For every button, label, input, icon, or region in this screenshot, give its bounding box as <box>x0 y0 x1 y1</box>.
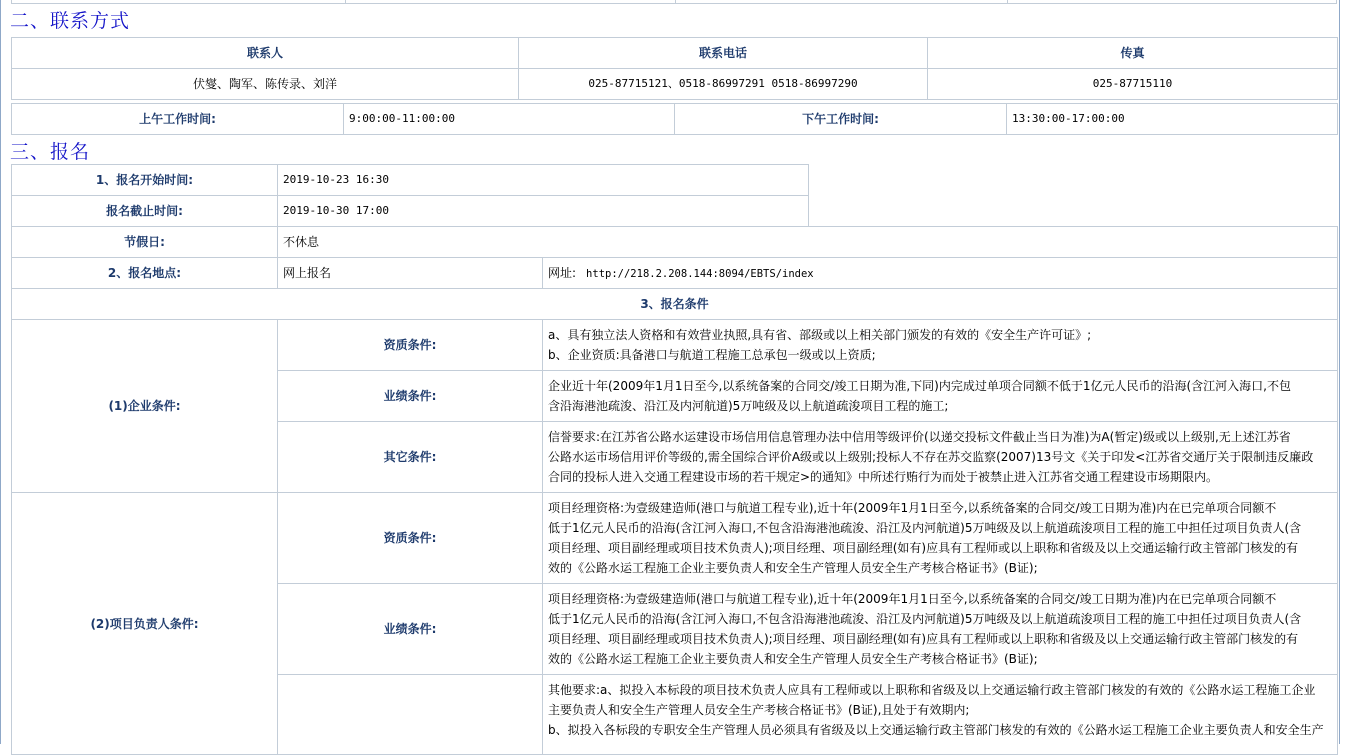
header-phone: 联系电话 <box>519 38 928 69</box>
end-time-value: 2019-10-30 17:00 <box>278 196 809 227</box>
place-label: 2、报名地点: <box>12 258 278 289</box>
place-value: 网上报名 <box>278 258 543 289</box>
signup-time-table <box>11 164 809 227</box>
url-label: 网址: <box>548 265 577 280</box>
text-line: 含沿海港池疏浚、沿江及内河航道)5万吨级及以上航道疏浚项目工程的施工; <box>548 399 949 413</box>
pm-label: 下午工作时间: <box>675 104 1007 135</box>
enterprise-other-label: 其它条件: <box>278 422 543 493</box>
contact-table <box>11 37 1338 100</box>
enterprise-other-text <box>543 422 1338 493</box>
manager-qual-text <box>543 493 1338 584</box>
am-label: 上午工作时间: <box>12 104 344 135</box>
text-line: b、拟投入各标段的专职安全生产管理人员必须具有省级及以上交通运输行政主管部门核发的有效的《公路水运工程施工企业主要负责人和安全生产 <box>548 723 1324 737</box>
section3-title: 三、报名 <box>10 141 91 163</box>
contact-phone: 025-87715121、0518-86997291 0518-86997290 <box>519 69 928 100</box>
contact-names: 伏燮、陶军、陈传录、刘洋 <box>12 69 519 100</box>
text-line: 项目经理、项目副经理或项目技术负责人);项目经理、项目副经理(如有)应具有工程师或以上职称和省级及以上交通运输行政主管部门核发的有 <box>548 541 1299 555</box>
signup-conditions-table <box>11 226 1338 755</box>
holiday-label: 节假日: <box>12 227 278 258</box>
text-line: 项目经理资格:为壹级建造师(港口与航道工程专业),近十年(2009年1月1日至今,以系统备案的合同交/竣工日期为准)内在已完单项合同额不 <box>548 592 1277 606</box>
header-contact: 联系人 <box>12 38 519 69</box>
text-line: 低于1亿元人民币的沿海(含江河入海口,不包含沿海港池疏浚、沿江及内河航道)5万吨级及以上航道疏浚项目工程的施工中担任过项目负责人(含 <box>548 612 1302 626</box>
manager-perf-text <box>543 584 1338 675</box>
manager-perf-label: 业绩条件: <box>278 584 543 675</box>
text-line: 公路水运市场信用评价等级的,需全国综合评价A级或以上级别;投标人不存在苏交监察(2007)13号文《关于印发<江苏省交通厅关于限制违反廉政 <box>548 450 1314 464</box>
worktime-table <box>11 103 1338 135</box>
enterprise-qual-label: 资质条件: <box>278 320 543 371</box>
text-line: 企业近十年(2009年1月1日至今,以系统备案的合同交/竣工日期为准,下同)内完成过单项合同额不低于1亿元人民币的沿海(含江河入海口,不包 <box>548 379 1291 393</box>
manager-other-text <box>543 675 1338 755</box>
enterprise-perf-text <box>543 371 1338 422</box>
contact-fax: 025-87715110 <box>928 69 1338 100</box>
text-line: 其他要求:a、拟投入本标段的项目技术负责人应具有工程师或以上职称和省级及以上交通运输行政主管部门核发的有效的《公路水运工程施工企业 <box>548 683 1316 697</box>
previous-table-bottom <box>11 0 1337 4</box>
text-line: 主要负责人和安全生产管理人员安全生产考核合格证书》(B证),且处于有效期内; <box>548 703 970 717</box>
text-line: a、具有独立法人资格和有效营业执照,具有省、部级或以上相关部门颁发的有效的《安全生产许可证》; <box>548 328 1092 342</box>
header-fax: 传真 <box>928 38 1338 69</box>
manager-qual-label: 资质条件: <box>278 493 543 584</box>
text-line: 合同的投标人进入交通工程建设市场的若干规定>的通知》中所述行贿行为而处于被禁止进入江苏省交通工程建设市场期限内。 <box>548 470 1219 484</box>
text-line: 项目经理资格:为壹级建造师(港口与航道工程专业),近十年(2009年1月1日至今,以系统备案的合同交/竣工日期为准)内在已完单项合同额不 <box>548 501 1277 515</box>
enterprise-label: (1)企业条件: <box>12 320 278 493</box>
text-line: b、企业资质:具备港口与航道工程施工总承包一级或以上资质; <box>548 348 876 362</box>
text-line: 信誉要求:在江苏省公路水运建设市场信用信息管理办法中信用等级评价(以递交投标文件截止当日为准)为A(暂定)级或以上级别,无上述江苏省 <box>548 430 1291 444</box>
url-cell <box>543 258 1338 289</box>
text-line: 低于1亿元人民币的沿海(含江河入海口,不包含沿海港池疏浚、沿江及内河航道)5万吨级及以上航道疏浚项目工程的施工中担任过项目负责人(含 <box>548 521 1302 535</box>
end-time-label: 报名截止时间: <box>12 196 278 227</box>
text-line: 项目经理、项目副经理或项目技术负责人);项目经理、项目副经理(如有)应具有工程师或以上职称和省级及以上交通运输行政主管部门核发的有 <box>548 632 1299 646</box>
text-line: 效的《公路水运工程施工企业主要负责人和安全生产管理人员安全生产考核合格证书》(B证); <box>548 652 1038 666</box>
start-time-value: 2019-10-23 16:30 <box>278 165 809 196</box>
section2-title: 二、联系方式 <box>10 10 131 32</box>
manager-other-label <box>278 675 543 755</box>
conditions-title: 3、报名条件 <box>12 289 1338 320</box>
enterprise-qual-text <box>543 320 1338 371</box>
start-time-label: 1、报名开始时间: <box>12 165 278 196</box>
manager-label: (2)项目负责人条件: <box>12 493 278 755</box>
signup-url-link[interactable]: http://218.2.208.144:8094/EBTS/index <box>586 267 814 280</box>
holiday-value: 不休息 <box>278 227 1338 258</box>
text-line: 效的《公路水运工程施工企业主要负责人和安全生产管理人员安全生产考核合格证书》(B证); <box>548 561 1038 575</box>
pm-value: 13:30:00-17:00:00 <box>1007 104 1338 135</box>
am-value: 9:00:00-11:00:00 <box>344 104 675 135</box>
enterprise-perf-label: 业绩条件: <box>278 371 543 422</box>
